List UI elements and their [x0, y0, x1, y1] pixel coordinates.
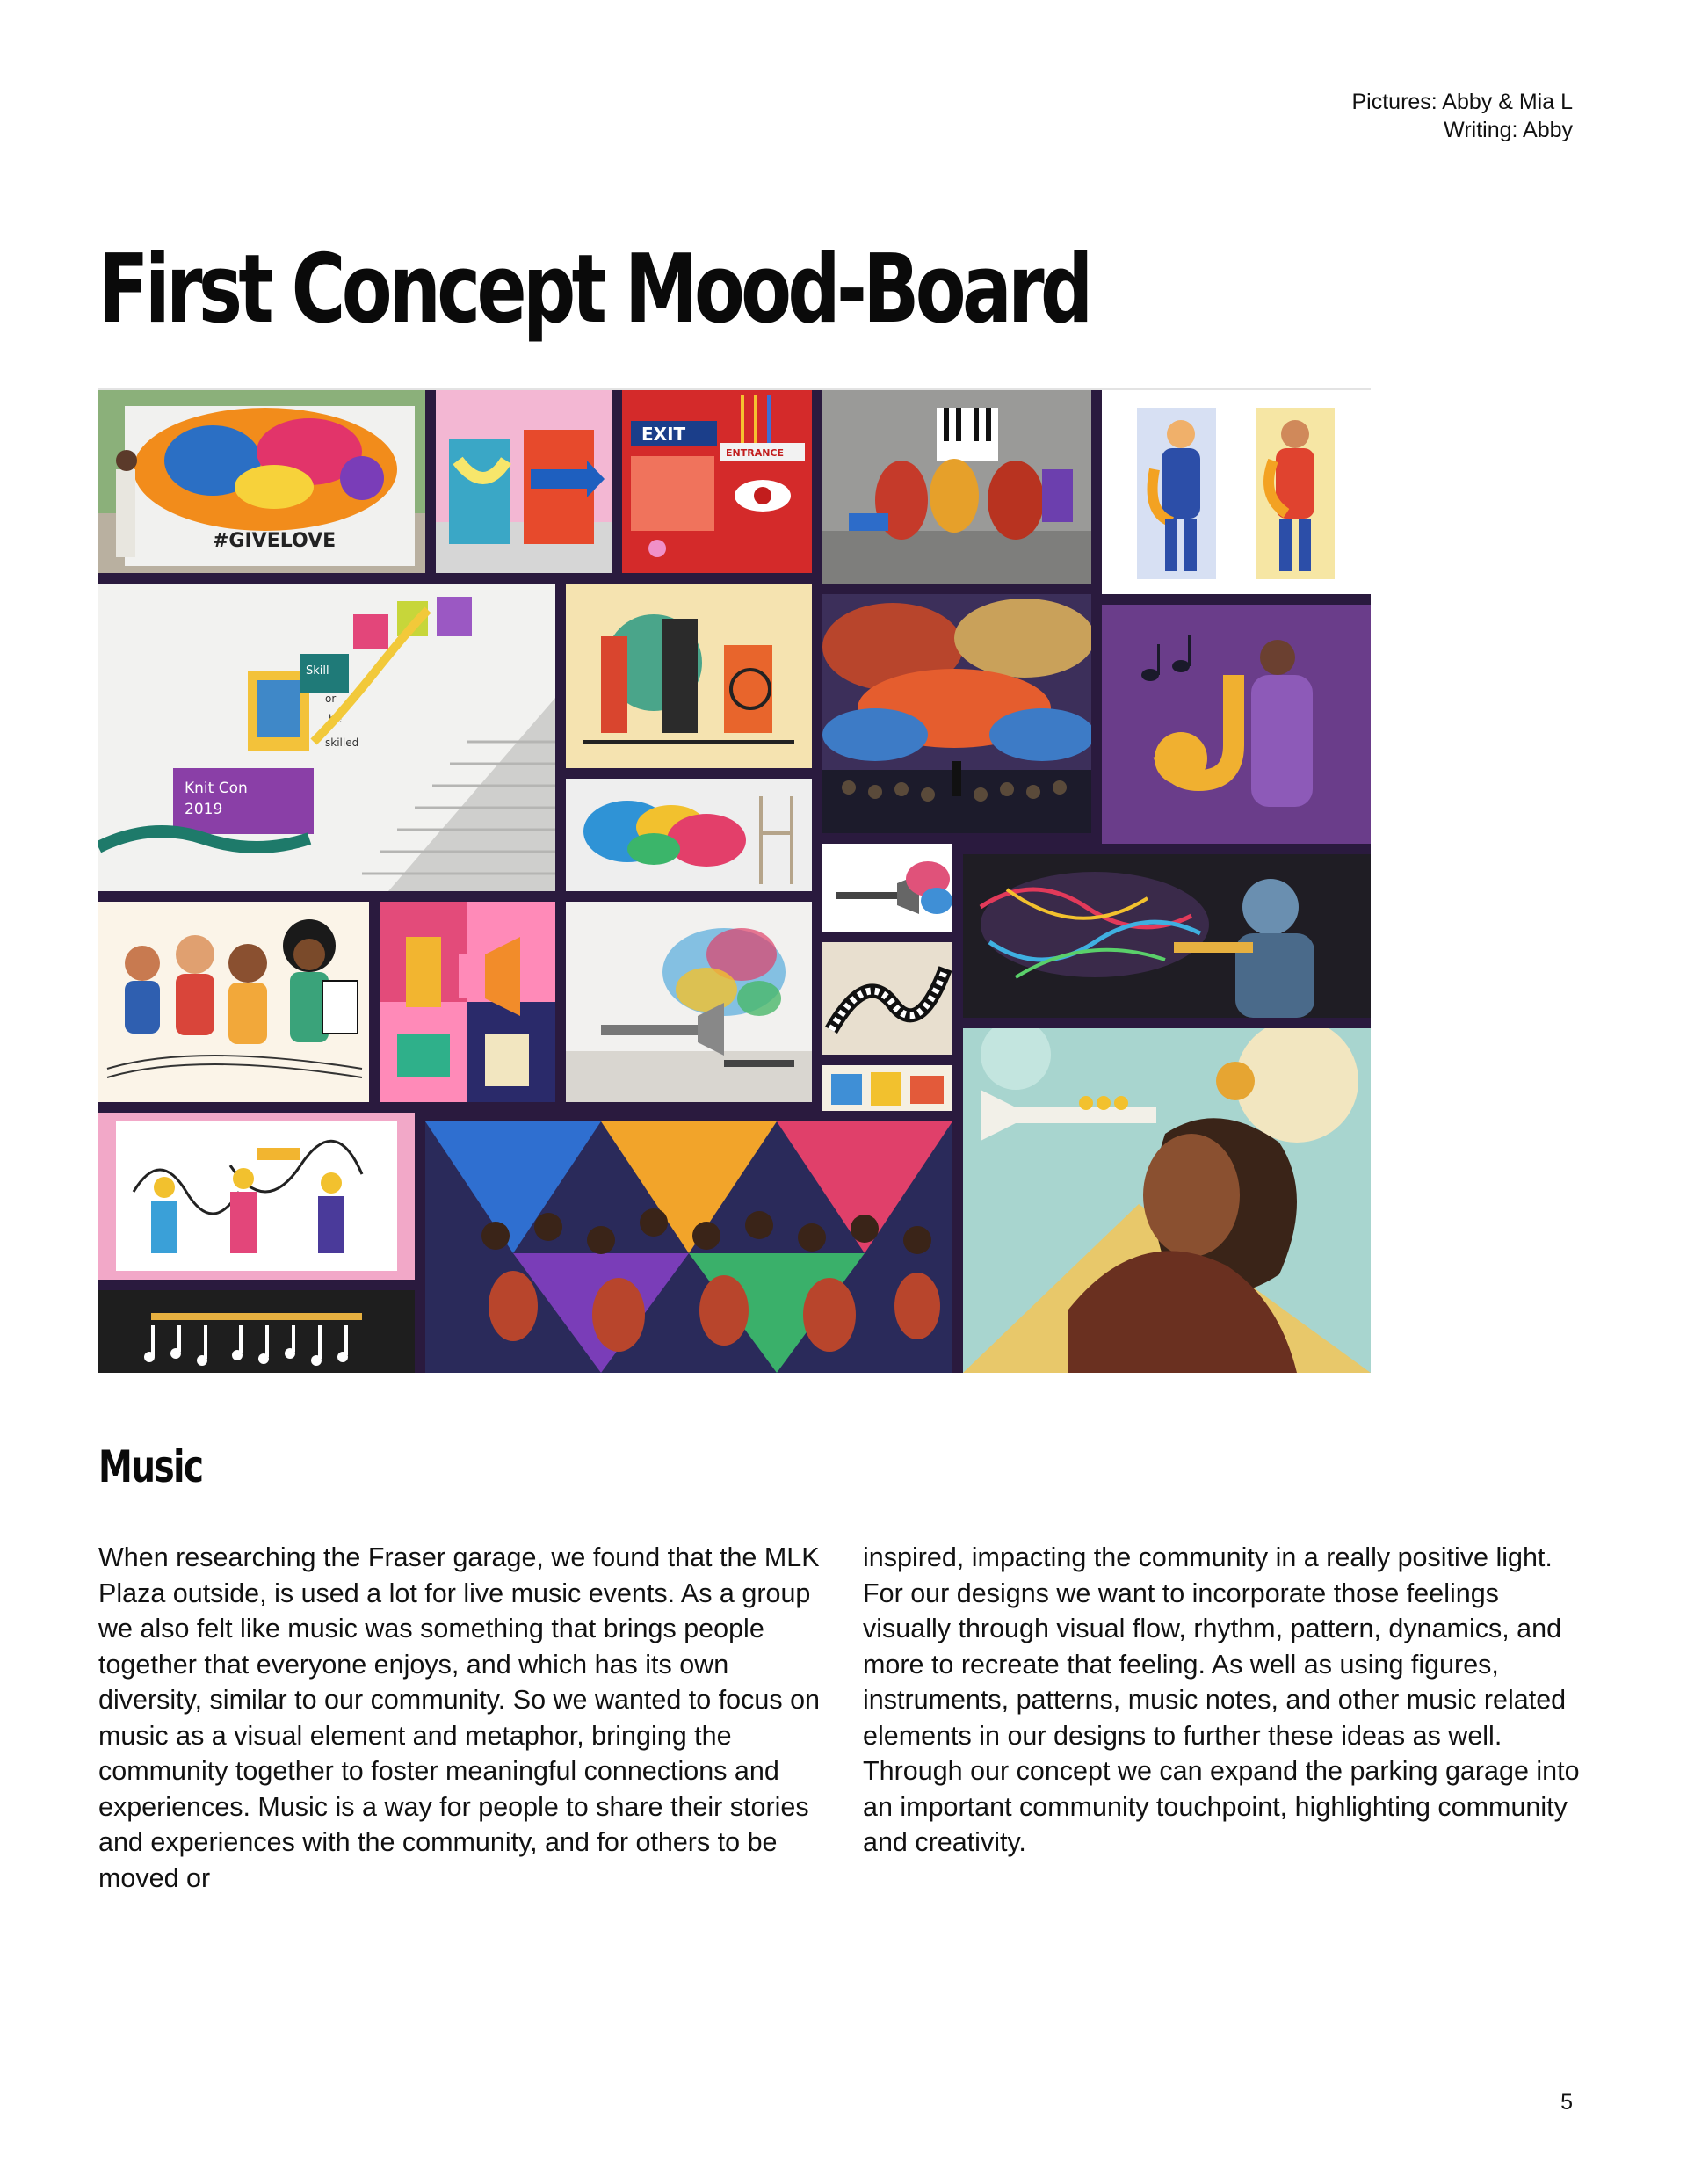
- tile-geometric-musician: [380, 902, 555, 1102]
- tile-trumpet-woman-illustration: [963, 1028, 1371, 1373]
- tile-singers-group-illustration: [98, 902, 369, 1102]
- body-paragraph-right: inspired, impacting the community in a really positive light. For our designs we want to incorporate those feelings visually through visual flow, rhythm, pattern, dynamics, and more to recreate that feeling. As well as using figures, instruments, patterns, music notes, and other music related elements in our designs to further these ideas as well. Through our concept we can expand the parking garage into an important community touchpoint, highlighting community and creativity.: [863, 1542, 1580, 1857]
- givelove-text: #GIVELOVE: [213, 530, 337, 552]
- tile-mini-collage: [822, 1065, 952, 1111]
- tile-neon-trumpet-player: [963, 854, 1371, 1018]
- tile-trumpet-sketch-small: [822, 844, 952, 932]
- tile-musicians-wall-mural: [98, 1113, 415, 1280]
- skill-text: Skill: [306, 664, 329, 678]
- or-text: or: [325, 693, 337, 705]
- tile-piano-keys-wave: [822, 942, 952, 1055]
- be-text: be: [329, 713, 342, 725]
- page-number: 5: [1560, 2090, 1573, 2115]
- credits: [1351, 88, 1573, 144]
- knitcon-text: Knit Con: [185, 780, 248, 797]
- tile-instrument-collage-wall: [822, 390, 1091, 584]
- credits-pictures: Pictures: Abby & Mia L: [1351, 90, 1573, 114]
- credits-writing: Writing: Abby: [1444, 118, 1573, 142]
- exit-text: EXIT: [641, 424, 686, 445]
- entrance-text: ENTRANCE: [726, 447, 784, 459]
- tile-colorful-orchestra-mural: [425, 1121, 952, 1373]
- page-title: First Concept Mood-Board: [98, 235, 1090, 345]
- tile-paint-splash-guitar: [566, 779, 812, 891]
- knitcon-year: 2019: [185, 801, 223, 818]
- tile-trumpet-splash-room: [566, 902, 812, 1102]
- tile-saxophonist-purple-illustration: [1102, 605, 1371, 844]
- tile-exit-entrance-sign: [622, 390, 812, 573]
- mood-board: [98, 390, 1371, 1373]
- tile-givelove-mural: [98, 390, 425, 573]
- tile-saxophone-players-illustration: [1102, 390, 1371, 594]
- tile-jazz-band-poster: [566, 584, 812, 768]
- tile-arrow-wayfinding-wall: [436, 390, 612, 573]
- tile-music-notes-banner: [98, 1290, 415, 1373]
- tile-orchestra-painting: [822, 594, 1091, 833]
- skilled-text: skilled: [325, 736, 359, 749]
- tile-knitcon-staircase-mural: [98, 584, 555, 891]
- body-paragraph-left: When researching the Fraser garage, we found that the MLK Plaza outside, is used a lot for live music events. As a group we also felt like music was something that brings people together that everyone enjoys, and which has its own diversity, similar to our community. So we wanted to focus on music as a visual element and metaphor, bringing the community together to foster meaningful connections and experiences. Music is a way for people to share their stories and experiences with the community, and for others to be moved or: [98, 1542, 820, 1893]
- section-title: Music: [98, 1441, 203, 1492]
